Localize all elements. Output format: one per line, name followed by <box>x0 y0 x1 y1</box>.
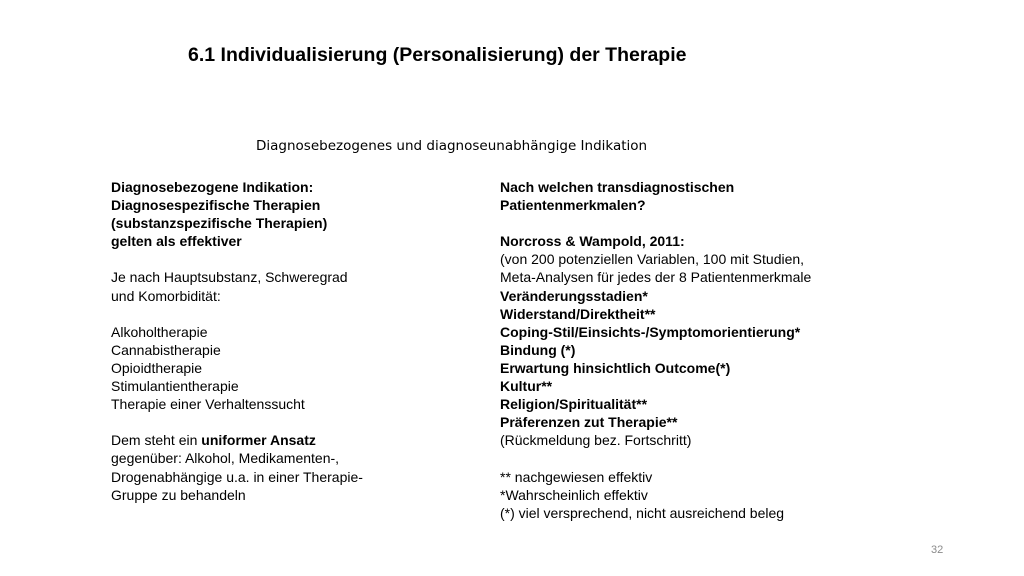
therapy-item: Therapie einer Verhaltenssucht <box>111 396 305 413</box>
substance-criteria-line: Je nach Hauptsubstanz, Schweregrad <box>111 269 348 286</box>
substance-criteria-line: und Komorbidität: <box>111 287 221 304</box>
left-column <box>111 178 363 504</box>
patient-feature: Veränderungsstadien* <box>500 287 648 304</box>
therapy-item: Opioidtherapie <box>111 359 203 376</box>
slide-title: 6.1 Individualisierung (Personalisierung) der Therapie <box>188 44 687 66</box>
legend-item: (*) viel versprechend, nicht ausreichend beleg <box>500 504 785 521</box>
uniform-approach-line: Drogenabhängige u.a. in einer Therapie- <box>111 468 363 485</box>
uniform-approach-line: gegenüber: Alkohol, Medikamenten-, <box>111 450 340 467</box>
source-citation: Norcross & Wampold, 2011: <box>500 233 685 250</box>
patient-feature: Religion/Spiritualität** <box>500 396 648 413</box>
question-line: Nach welchen transdiagnostischen <box>500 179 735 195</box>
left-heading-line: Diagnosebezogene Indikation: <box>111 179 314 195</box>
left-heading-line: gelten als effektiver <box>111 233 242 250</box>
feedback-note: (Rückmeldung bez. Fortschritt) <box>500 432 692 449</box>
patient-feature: Erwartung hinsichtlich Outcome(*) <box>500 359 731 376</box>
source-note: Meta-Analysen für jedes der 8 Patientenmerkmale <box>500 269 812 286</box>
uniform-approach-line: Gruppe zu behandeln <box>111 486 246 503</box>
slide-subtitle: Diagnosebezogenes und diagnoseunabhängige Indikation <box>256 138 648 154</box>
patient-feature: Coping-Stil/Einsichts-/Symptomorientierung* <box>500 323 801 340</box>
uniform-approach-line <box>111 431 363 449</box>
patient-feature: Widerstand/Direktheit** <box>500 305 656 322</box>
patient-feature: Kultur** <box>500 378 553 395</box>
legend-item: *Wahrscheinlich effektiv <box>500 486 648 503</box>
left-heading-line: (substanzspezifische Therapien) <box>111 215 328 232</box>
right-column <box>500 178 811 522</box>
source-note: (von 200 potenziellen Variablen, 100 mit Studien, <box>500 251 805 268</box>
uniform-approach-emphasis: uniformer Ansatz <box>201 432 316 449</box>
uniform-approach-text: Dem steht ein <box>111 432 202 449</box>
therapy-item: Cannabistherapie <box>111 341 221 358</box>
therapy-item: Alkoholtherapie <box>111 323 208 340</box>
legend-item: ** nachgewiesen effektiv <box>500 468 653 485</box>
patient-feature: Bindung (*) <box>500 341 576 358</box>
patient-feature: Präferenzen zut Therapie** <box>500 414 678 431</box>
question-line: Patientenmerkmalen? <box>500 197 646 214</box>
therapy-item: Stimulantientherapie <box>111 378 239 395</box>
left-heading-line: Diagnosespezifische Therapien <box>111 197 321 214</box>
page-number: 32 <box>931 544 944 556</box>
